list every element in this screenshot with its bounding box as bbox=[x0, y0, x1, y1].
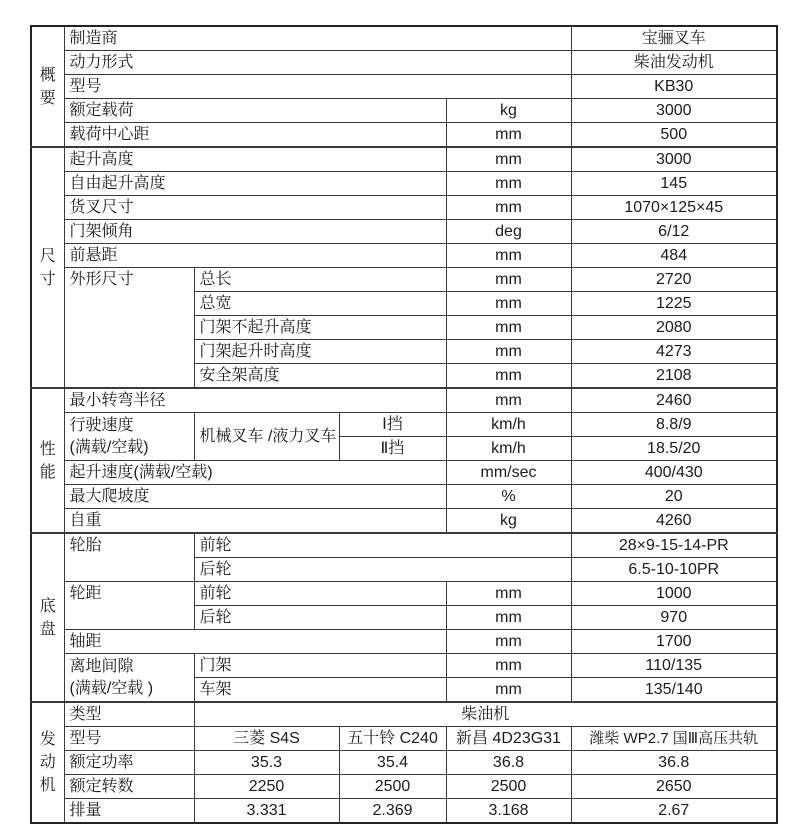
value-clearance-frame: 135/140 bbox=[571, 678, 777, 703]
value-rated-power-2: 35.4 bbox=[339, 751, 446, 775]
value-engine-model-3: 新昌 4D23G31 bbox=[446, 727, 571, 751]
value-lift-height: 3000 bbox=[571, 147, 777, 172]
value-tire-rear: 6.5-10-10PR bbox=[571, 558, 777, 582]
value-engine-model-2: 五十铃 C240 bbox=[339, 727, 446, 751]
row-label-track bbox=[64, 582, 194, 630]
value-lift-speed: 400/430 bbox=[571, 461, 777, 485]
unit-mast-raised-height: mm bbox=[446, 340, 571, 364]
forklift-spec-table bbox=[30, 25, 778, 824]
unit-front-overhang: mm bbox=[446, 244, 571, 268]
row-label-lift-speed: 起升速度(满载/空载) bbox=[64, 461, 446, 485]
unit-track-front: mm bbox=[446, 582, 571, 606]
unit-load-center: mm bbox=[446, 123, 571, 148]
value-turning-radius: 2460 bbox=[571, 388, 777, 413]
unit-gear-2: km/h bbox=[446, 437, 571, 461]
section-label-engine bbox=[31, 702, 64, 823]
label-text: 轮距 bbox=[69, 585, 102, 602]
value-mast-raised-height: 4273 bbox=[571, 340, 777, 364]
value-mast-lowered-height: 2080 bbox=[571, 316, 777, 340]
row-label-lift-height: 起升高度 bbox=[64, 147, 446, 172]
value-power-type: 柴油发动机 bbox=[571, 51, 777, 75]
value-track-rear: 970 bbox=[571, 606, 777, 630]
value-displacement-3: 3.168 bbox=[446, 799, 571, 824]
row-label-gear-1: Ⅰ挡 bbox=[339, 413, 446, 437]
row-label-power-type: 动力形式 bbox=[64, 51, 571, 75]
unit-rated-load: kg bbox=[446, 99, 571, 123]
value-self-weight: 4260 bbox=[571, 509, 777, 534]
unit-turning-radius: mm bbox=[446, 388, 571, 413]
label-text: 外形尺寸 bbox=[69, 271, 134, 288]
unit-free-lift: mm bbox=[446, 172, 571, 196]
value-rated-load: 3000 bbox=[571, 99, 777, 123]
row-label-tire-rear: 后轮 bbox=[194, 558, 571, 582]
row-label-mast-raised-height: 门架起升时高度 bbox=[194, 340, 446, 364]
value-displacement-1: 3.331 bbox=[194, 799, 339, 824]
section-label-text: 发动机 bbox=[39, 731, 56, 794]
value-rated-speed-4: 2650 bbox=[571, 775, 777, 799]
label-line-1: 行驶速度 bbox=[69, 416, 134, 434]
unit-clearance-frame: mm bbox=[446, 678, 571, 703]
row-label-tire-front: 前轮 bbox=[194, 533, 571, 558]
value-gear-1: 8.8/9 bbox=[571, 413, 777, 437]
unit-guard-height: mm bbox=[446, 364, 571, 389]
row-label-travel-speed bbox=[64, 413, 194, 461]
unit-mast-tilt: deg bbox=[446, 220, 571, 244]
value-overall-length: 2720 bbox=[571, 268, 777, 292]
value-rated-power-4: 36.8 bbox=[571, 751, 777, 775]
row-label-rated-speed: 额定转数 bbox=[64, 775, 194, 799]
unit-lift-height: mm bbox=[446, 147, 571, 172]
value-load-center: 500 bbox=[571, 123, 777, 148]
row-label-track-front: 前轮 bbox=[194, 582, 446, 606]
value-engine-model-1: 三菱 S4S bbox=[194, 727, 339, 751]
value-gear-2: 18.5/20 bbox=[571, 437, 777, 461]
row-label-mast-tilt: 门架倾角 bbox=[64, 220, 446, 244]
section-label-text: 性能 bbox=[39, 440, 56, 481]
value-overall-width: 1225 bbox=[571, 292, 777, 316]
row-label-self-weight: 自重 bbox=[64, 509, 446, 534]
value-fork-size: 1070×125×45 bbox=[571, 196, 777, 220]
row-label-engine-model: 型号 bbox=[64, 727, 194, 751]
label-text: 轮胎 bbox=[69, 537, 102, 554]
value-wheelbase: 1700 bbox=[571, 630, 777, 654]
value-rated-power-1: 35.3 bbox=[194, 751, 339, 775]
row-label-ground-clearance bbox=[64, 654, 194, 703]
row-label-clearance-mast: 门架 bbox=[194, 654, 446, 678]
value-engine-type: 柴油机 bbox=[194, 702, 777, 727]
row-label-rated-power: 额定功率 bbox=[64, 751, 194, 775]
row-label-track-rear: 后轮 bbox=[194, 606, 446, 630]
row-label-engine-type: 类型 bbox=[64, 702, 194, 727]
unit-lift-speed: mm/sec bbox=[446, 461, 571, 485]
value-gradeability: 20 bbox=[571, 485, 777, 509]
row-label-overall-length: 总长 bbox=[194, 268, 446, 292]
row-label-tires bbox=[64, 533, 194, 582]
value-clearance-mast: 110/135 bbox=[571, 654, 777, 678]
row-label-guard-height: 安全架高度 bbox=[194, 364, 446, 389]
value-model: KB30 bbox=[571, 75, 777, 99]
row-label-wheelbase: 轴距 bbox=[64, 630, 446, 654]
unit-self-weight: kg bbox=[446, 509, 571, 534]
value-free-lift: 145 bbox=[571, 172, 777, 196]
section-label-text: 底盘 bbox=[39, 597, 56, 638]
value-tire-front: 28×9-15-14-PR bbox=[571, 533, 777, 558]
unit-overall-width: mm bbox=[446, 292, 571, 316]
value-engine-model-4: 潍柴 WP2.7 国Ⅲ高压共轨 bbox=[571, 727, 777, 751]
value-track-front: 1000 bbox=[571, 582, 777, 606]
row-label-gradeability: 最大爬坡度 bbox=[64, 485, 446, 509]
label-line-1: 离地间隙 bbox=[69, 657, 134, 675]
row-label-turning-radius: 最小转弯半径 bbox=[64, 388, 446, 413]
unit-clearance-mast: mm bbox=[446, 654, 571, 678]
row-label-overall-width: 总宽 bbox=[194, 292, 446, 316]
unit-fork-size: mm bbox=[446, 196, 571, 220]
unit-gear-1: km/h bbox=[446, 413, 571, 437]
row-label-overall-dimensions bbox=[64, 268, 194, 389]
unit-gradeability: % bbox=[446, 485, 571, 509]
section-label-text: 尺寸 bbox=[39, 247, 56, 288]
row-label-load-center: 载荷中心距 bbox=[64, 123, 446, 148]
label-line-2: (满载/空载 ) bbox=[69, 679, 154, 697]
value-guard-height: 2108 bbox=[571, 364, 777, 389]
row-label-forklift-type: 机械叉车 /液力叉车 bbox=[194, 413, 339, 461]
value-rated-speed-3: 2500 bbox=[446, 775, 571, 799]
value-rated-speed-2: 2500 bbox=[339, 775, 446, 799]
section-label-chassis bbox=[31, 533, 64, 702]
row-label-front-overhang: 前悬距 bbox=[64, 244, 446, 268]
value-rated-power-3: 36.8 bbox=[446, 751, 571, 775]
unit-track-rear: mm bbox=[446, 606, 571, 630]
row-label-fork-size: 货叉尺寸 bbox=[64, 196, 446, 220]
row-label-clearance-frame: 车架 bbox=[194, 678, 446, 703]
row-label-model: 型号 bbox=[64, 75, 571, 99]
unit-overall-length: mm bbox=[446, 268, 571, 292]
row-label-gear-2: Ⅱ挡 bbox=[339, 437, 446, 461]
unit-wheelbase: mm bbox=[446, 630, 571, 654]
value-mast-tilt: 6/12 bbox=[571, 220, 777, 244]
section-label-overview bbox=[31, 26, 64, 147]
row-label-displacement: 排量 bbox=[64, 799, 194, 824]
value-manufacturer: 宝骊叉车 bbox=[571, 26, 777, 51]
label-line-2: (满载/空载) bbox=[69, 438, 149, 456]
section-label-text: 概要 bbox=[39, 66, 56, 107]
value-displacement-4: 2.67 bbox=[571, 799, 777, 824]
value-rated-speed-1: 2250 bbox=[194, 775, 339, 799]
row-label-manufacturer: 制造商 bbox=[64, 26, 571, 51]
section-label-dimensions bbox=[31, 147, 64, 388]
row-label-mast-lowered-height: 门架不起升高度 bbox=[194, 316, 446, 340]
row-label-free-lift: 自由起升高度 bbox=[64, 172, 446, 196]
section-label-performance bbox=[31, 388, 64, 533]
unit-mast-lowered-height: mm bbox=[446, 316, 571, 340]
value-displacement-2: 2.369 bbox=[339, 799, 446, 824]
row-label-rated-load: 额定载荷 bbox=[64, 99, 446, 123]
value-front-overhang: 484 bbox=[571, 244, 777, 268]
